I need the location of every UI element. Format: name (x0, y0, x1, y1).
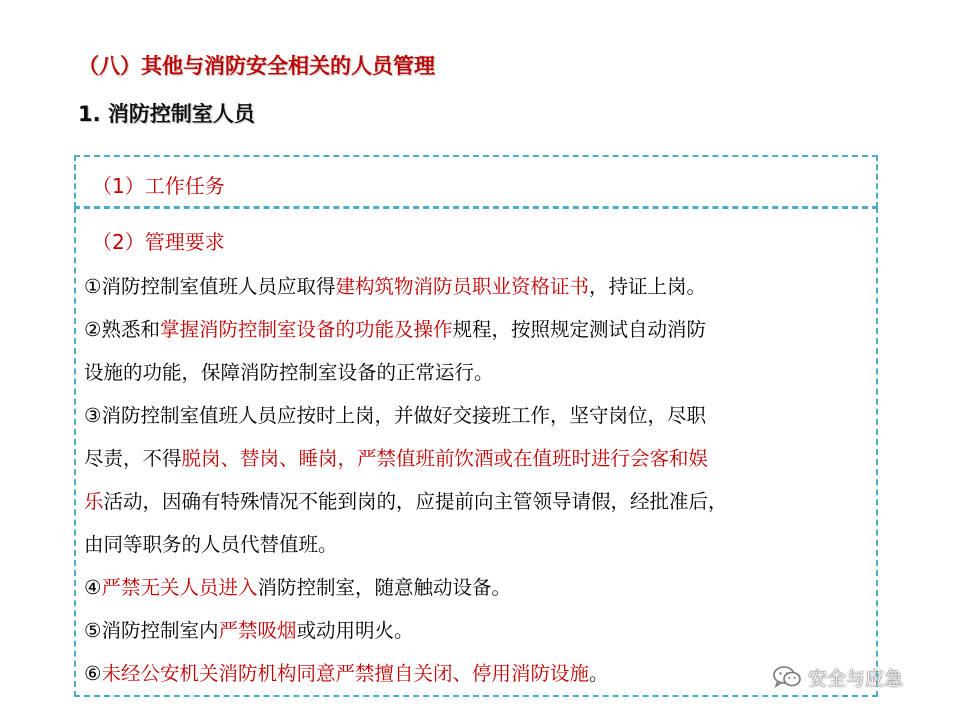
requirement-line (84, 566, 874, 609)
watermark-text: 安全与应急 (808, 667, 904, 690)
requirement-line (84, 652, 874, 695)
body-text: ②熟悉和 (84, 318, 160, 341)
watermark (772, 662, 903, 692)
highlighted-text: 掌握消防控制室设备的功能及操作 (159, 318, 453, 341)
body-text: ④ (84, 576, 102, 599)
highlighted-text: 未经公安机关消防机构同意严禁擅自关闭、停用消防设施 (101, 662, 589, 685)
section-heading: （八）其他与消防安全相关的人员管理 (78, 54, 435, 78)
highlighted-text: 严禁吸烟 (218, 619, 297, 642)
requirements-text (84, 265, 874, 695)
management-requirements-box (74, 207, 878, 697)
highlighted-text: 脱岗、替岗、睡岗，严禁值班前饮酒或在值班时进行会客和娱 (181, 447, 709, 470)
body-text: 消防控制室，随意触动设备。 (257, 576, 512, 599)
requirement-line (84, 437, 874, 480)
requirement-line (84, 351, 874, 394)
work-task-box (74, 155, 878, 208)
requirement-line (84, 308, 874, 351)
highlighted-text: 严禁无关人员进入 (101, 576, 258, 599)
body-text: ，持证上岗。 (589, 275, 707, 298)
body-text: ①消防控制室值班人员应取得 (84, 275, 336, 298)
body-text: ⑤消防控制室内 (84, 619, 219, 642)
requirement-line (84, 394, 874, 437)
requirement-line (84, 265, 874, 308)
highlighted-text: 乐 (84, 490, 104, 513)
requirement-line (84, 523, 874, 566)
wechat-icon (772, 665, 802, 689)
body-text: 尽责，不得 (84, 447, 182, 470)
body-text: 活动，因确有特殊情况不能到岗的，应提前向主管领导请假，经批准后， (103, 490, 728, 513)
body-text: ③消防控制室值班人员应按时上岗，并做好交接班工作，坚守岗位，尽职 (84, 404, 706, 427)
body-text: 设施的功能，保障消防控制室设备的正常运行。 (84, 361, 494, 384)
body-text: 规程，按照规定测试自动消防 (452, 318, 707, 341)
work-task-label: （1）工作任务 (92, 174, 225, 198)
body-text: ⑥ (84, 662, 102, 685)
highlighted-text: 建构筑物消防员职业资格证书 (335, 275, 589, 298)
body-text: 。 (589, 662, 609, 685)
requirement-line (84, 480, 874, 523)
subsection-heading: 1. 消防控制室人员 (78, 102, 255, 126)
body-text: 或动用明火。 (296, 619, 414, 642)
management-requirements-label: （2）管理要求 (92, 230, 225, 254)
body-text: 由同等职务的人员代替值班。 (84, 533, 338, 556)
requirement-line (84, 609, 874, 652)
